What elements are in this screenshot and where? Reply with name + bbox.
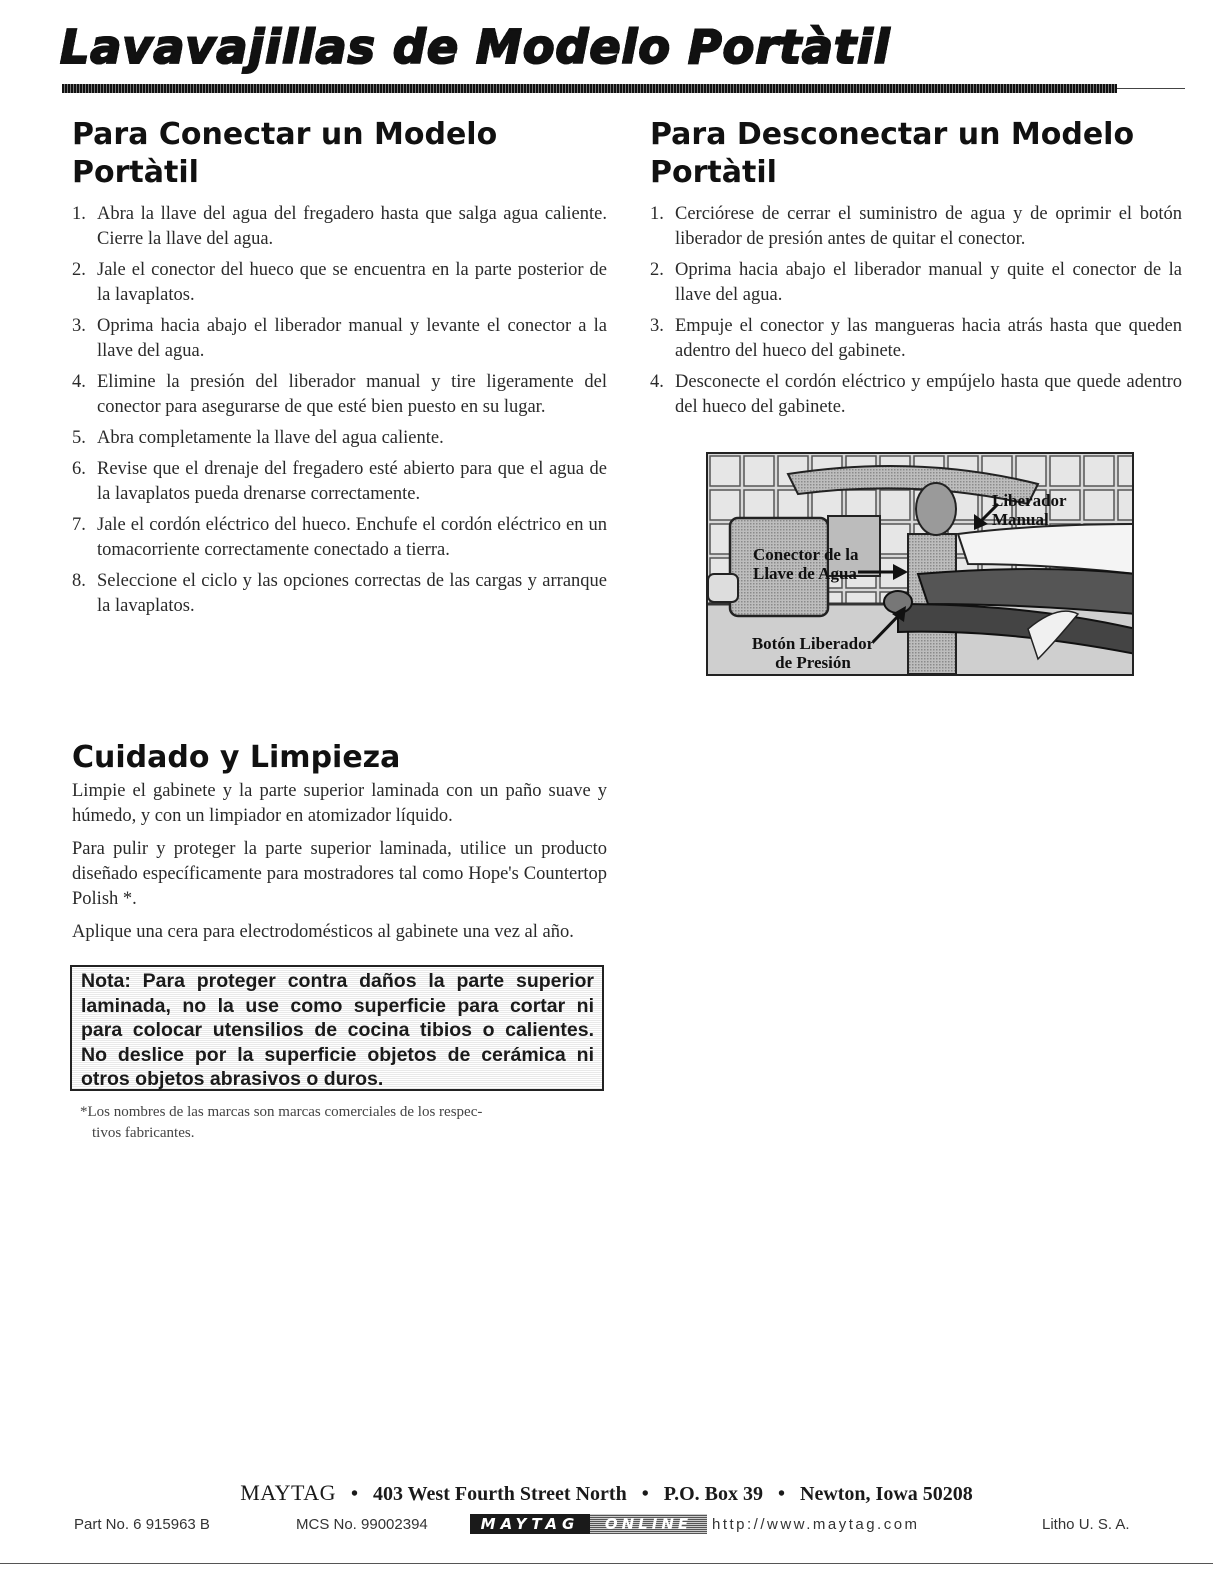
note-line: otros objetos abrasivos o duros. bbox=[81, 1068, 384, 1090]
step-text: Oprima hacia abajo el liberador manual y levante el conector a la llave del agua. bbox=[97, 316, 607, 361]
figure-label-boton-1: Botón Liberador bbox=[751, 634, 875, 653]
connect-step-1 bbox=[72, 202, 607, 252]
note-line: Nota: Para proteger contra daños la parte superior bbox=[81, 970, 594, 992]
step-number: 5. bbox=[72, 428, 86, 448]
step-number: 1. bbox=[72, 204, 86, 224]
figure-label-conector-1: Conector de la bbox=[753, 545, 859, 564]
connect-step-3 bbox=[72, 314, 607, 364]
step-number: 3. bbox=[650, 316, 664, 336]
figure-label-liberador bbox=[992, 491, 1067, 529]
connector-illustration bbox=[706, 452, 1134, 676]
footer-url[interactable]: http://www.maytag.com bbox=[712, 1516, 920, 1533]
step-text: Seleccione el ciclo y las opciones correctas de las cargas y arranque la lavaplatos. bbox=[97, 571, 607, 616]
connect-step-7 bbox=[72, 513, 607, 563]
step-text: Cerciórese de cerrar el suministro de agua y de oprimir el botón liberador de presión antes de quitar el conector. bbox=[675, 204, 1182, 249]
logo-online-text: ONLINE bbox=[590, 1514, 707, 1534]
step-number: 3. bbox=[72, 316, 86, 336]
page-title: Lavavajillas de Modelo Portàtil bbox=[60, 20, 891, 74]
footer-city: Newton, Iowa 50208 bbox=[800, 1483, 973, 1505]
bottom-rule bbox=[0, 1563, 1213, 1564]
care-section bbox=[72, 739, 607, 953]
title-rule bbox=[62, 84, 1117, 93]
care-paragraph-2: Para pulir y proteger la parte superior laminada, utilice un producto diseñado específicamente para mostradores tal como Hope's Countertop Polish *. bbox=[72, 839, 607, 909]
figure-label-conector bbox=[753, 545, 858, 583]
care-paragraph-1: Limpie el gabinete y la parte superior laminada con un paño suave y húmedo, y con un limpiador en atomizador líquido. bbox=[72, 781, 607, 826]
step-text: Elimine la presión del liberador manual y tire ligeramente del conector para asegurarse de que esté bien puesto en su lugar. bbox=[97, 372, 607, 417]
step-number: 2. bbox=[72, 260, 86, 280]
disconnect-section bbox=[650, 116, 1182, 426]
footer-separator: • bbox=[641, 1483, 649, 1505]
maytag-online-logo bbox=[470, 1514, 707, 1534]
note-line: para colocar utensilios de cocina tibios o calientes. bbox=[81, 1019, 594, 1041]
footer-part-no: Part No. 6 915963 B bbox=[74, 1516, 210, 1533]
connect-step-5 bbox=[72, 426, 607, 451]
footer-mcs-no: MCS No. 99002394 bbox=[296, 1516, 428, 1533]
disconnect-step-1 bbox=[650, 202, 1182, 252]
care-note-box bbox=[70, 965, 604, 1091]
footnote-line2: tivos fabricantes. bbox=[92, 1125, 195, 1141]
figure-label-liberador-2: Manual bbox=[992, 510, 1049, 529]
care-paragraph-3: Aplique una cera para electrodomésticos al gabinete una vez al año. bbox=[72, 922, 574, 942]
footer-street: 403 West Fourth Street North bbox=[373, 1483, 627, 1505]
title-rule-tail bbox=[1117, 88, 1185, 89]
footer-separator: • bbox=[351, 1483, 359, 1505]
step-text: Abra la llave del agua del fregadero hasta que salga agua caliente. Cierre la llave del agua. bbox=[97, 204, 607, 249]
step-text: Desconecte el cordón eléctrico y empújelo hasta que quede adentro del hueco del gabinete. bbox=[675, 372, 1182, 417]
connect-heading bbox=[72, 116, 607, 192]
footer-litho: Litho U. S. A. bbox=[1042, 1516, 1130, 1533]
step-text: Jale el cordón eléctrico del hueco. Enchufe el cordón eléctrico en un tomacorriente correctamente conectado a tierra. bbox=[97, 515, 607, 560]
footer-address bbox=[0, 1480, 1213, 1506]
connect-step-4 bbox=[72, 370, 607, 420]
step-text: Oprima hacia abajo el liberador manual y quite el conector de la llave del agua. bbox=[675, 260, 1182, 305]
step-number: 4. bbox=[650, 372, 664, 392]
connect-heading-line1: Para Conectar un Modelo bbox=[72, 117, 498, 152]
disconnect-heading-line2: Portàtil bbox=[650, 155, 777, 190]
disconnect-step-4 bbox=[650, 370, 1182, 420]
connect-steps-list bbox=[72, 202, 607, 619]
step-text: Abra completamente la llave del agua caliente. bbox=[97, 428, 444, 448]
step-number: 1. bbox=[650, 204, 664, 224]
step-number: 6. bbox=[72, 459, 86, 479]
figure-label-liberador-1: Liberador bbox=[992, 491, 1067, 510]
connect-section bbox=[72, 116, 607, 625]
connect-step-6 bbox=[72, 457, 607, 507]
step-text: Revise que el drenaje del fregadero esté abierto para que el agua de la lavaplatos pueda drenarse correctamente. bbox=[97, 459, 607, 504]
step-number: 2. bbox=[650, 260, 664, 280]
footer-brand: MAYTAG bbox=[240, 1480, 336, 1505]
step-number: 7. bbox=[72, 515, 86, 535]
footnote-line1: *Los nombres de las marcas son marcas comerciales de los respec- bbox=[80, 1104, 483, 1120]
note-line: No deslice por la superficie objetos de cerámica ni bbox=[81, 1043, 594, 1066]
disconnect-step-2 bbox=[650, 258, 1182, 308]
figure-label-conector-2: Llave de Agua bbox=[753, 564, 857, 583]
connect-heading-line2: Portàtil bbox=[72, 155, 199, 190]
footer-pobox: P.O. Box 39 bbox=[663, 1483, 763, 1505]
step-number: 8. bbox=[72, 571, 86, 591]
step-text: Jale el conector del hueco que se encuentra en la parte posterior de la lavaplatos. bbox=[97, 260, 607, 305]
trademark-footnote bbox=[80, 1102, 604, 1144]
disconnect-heading bbox=[650, 116, 1182, 192]
step-text: Empuje el conector y las mangueras hacia atrás hasta que queden adentro del hueco del gabinete. bbox=[675, 316, 1182, 361]
figure-label-boton bbox=[738, 634, 888, 672]
care-heading: Cuidado y Limpieza bbox=[72, 740, 401, 775]
step-number: 4. bbox=[72, 372, 86, 392]
logo-maytag-text: MAYTAG bbox=[470, 1514, 590, 1534]
connect-step-8 bbox=[72, 569, 607, 619]
disconnect-step-3 bbox=[650, 314, 1182, 364]
figure-label-boton-2: de Presión bbox=[775, 653, 851, 672]
disconnect-heading-line1: Para Desconectar un Modelo bbox=[650, 117, 1135, 152]
note-line: laminada, no la use como superficie para cortar ni bbox=[81, 994, 594, 1017]
disconnect-steps-list bbox=[650, 202, 1182, 420]
footer-separator: • bbox=[777, 1483, 785, 1505]
connect-step-2 bbox=[72, 258, 607, 308]
